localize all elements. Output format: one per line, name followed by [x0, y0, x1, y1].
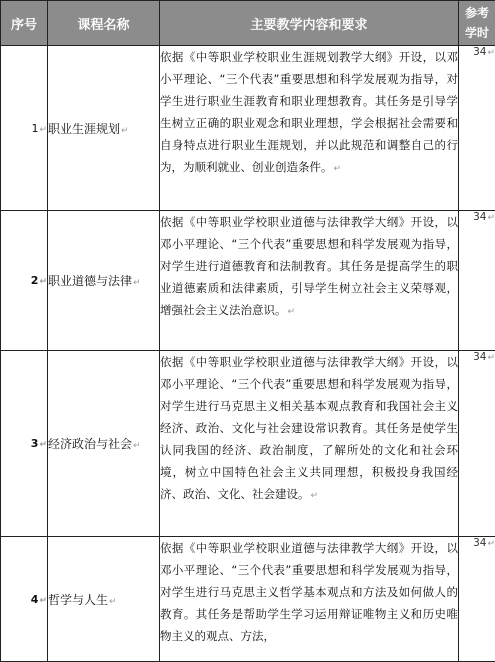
- paragraph-mark-icon: ↵: [39, 440, 47, 450]
- table-row: [1, 351, 495, 537]
- paragraph-mark-icon: ↵: [109, 597, 117, 607]
- content-cell: [160, 351, 459, 537]
- header-content: 主要教学内容和要求: [160, 1, 459, 46]
- hours-value: 34: [473, 537, 486, 549]
- header-hours: [459, 1, 495, 46]
- course-name: 哲学与人生: [48, 593, 108, 607]
- seq-number: 1: [31, 122, 38, 135]
- header-hours-line2: 学时: [459, 23, 495, 43]
- hours-cell: [459, 351, 495, 537]
- paragraph-mark-icon: ↵: [487, 213, 495, 223]
- seq-cell: [1, 46, 48, 211]
- paragraph-mark-icon: ↵: [39, 596, 47, 606]
- course-name-cell: [48, 211, 160, 351]
- header-hours-line1: 参考: [459, 3, 495, 23]
- paragraph-mark-icon: ↵: [487, 353, 495, 363]
- hours-value: 34: [473, 46, 486, 58]
- paragraph-mark-icon: ↵: [311, 491, 319, 501]
- course-name-cell: [48, 46, 160, 211]
- hours-cell: [459, 46, 495, 211]
- paragraph-mark-icon: ↵: [288, 307, 296, 317]
- paragraph-mark-icon: ↵: [487, 539, 495, 549]
- paragraph-mark-icon: ↵: [334, 164, 342, 174]
- hours-value: 34: [473, 211, 486, 223]
- seq-number: 4: [31, 593, 39, 606]
- content-cell: [160, 211, 459, 351]
- course-name-cell: [48, 537, 160, 662]
- seq-number: 3: [31, 437, 39, 450]
- course-name: 经济政治与社会: [48, 437, 132, 451]
- paragraph-mark-icon: ↵: [487, 48, 495, 58]
- table-row: [1, 537, 495, 662]
- course-name: 职业生涯规划: [48, 122, 120, 136]
- paragraph-mark-icon: ↵: [121, 126, 129, 136]
- seq-cell: [1, 351, 48, 537]
- course-description: 依据《中等职业学校职业道德与法律教学大纲》开设，以邓小平理论、“三个代表”重要思想和科学发展观为指导，对学生进行马克思主义哲学基本观点和方法及如何做人的教育。其任务是帮助学生学习运用辩证唯物主义和历史唯物主义的观点、方法，: [160, 541, 458, 643]
- seq-cell: [1, 537, 48, 662]
- content-cell: [160, 46, 459, 211]
- course-name: 职业道德与法律: [48, 274, 132, 288]
- course-description: 依据《中等职业学校职业道德与法律教学大纲》开设，以邓小平理论、“三个代表”重要思想和科学发展观为指导，对学生进行道德教育和法制教育。其任务是提高学生的职业道德素质和法律素质，引导学生树立社会主义荣辱观，增强社会主义法治意识。: [160, 215, 458, 317]
- header-course-name: 课程名称: [48, 1, 160, 46]
- table-row: [1, 211, 495, 351]
- hours-value: 34: [473, 351, 486, 363]
- paragraph-mark-icon: ↵: [133, 441, 141, 451]
- content-cell: [160, 537, 459, 662]
- table-row: [1, 46, 495, 211]
- header-seq: 序号: [1, 1, 48, 46]
- seq-number: 2: [31, 274, 39, 287]
- course-name-cell: [48, 351, 160, 537]
- hours-cell: [459, 537, 495, 662]
- paragraph-mark-icon: ↵: [39, 277, 47, 287]
- paragraph-mark-icon: ↵: [39, 125, 47, 135]
- header-row: [1, 1, 495, 46]
- course-description: 依据《中等职业学校职业生涯规划教学大纲》开设，以邓小平理论、“三个代表”重要思想和科学发展观为指导，对学生进行职业生涯教育和职业理想教育。其任务是引导学生树立正确的职业观念和职业理想，学会根据社会需要和自身特点进行职业生涯规划，并以此规范和调整自己的行为，为顺利就业、创业创造条件。: [160, 50, 458, 174]
- seq-cell: [1, 211, 48, 351]
- paragraph-mark-icon: ↵: [133, 278, 141, 288]
- course-description: 依据《中等职业学校职业道德与法律教学大纲》开设，以邓小平理论、“三个代表”重要思想和科学发展观为指导，对学生进行马克思主义相关基本观点教育和我国社会主义经济、政治、文化与社会建设常识教育。其任务是使学生认同我国的经济、政治制度，了解所处的文化和社会环境，树立中国特色社会主义共同理想，积极投身我国经济、政治、文化、社会建设。: [160, 355, 458, 501]
- hours-cell: [459, 211, 495, 351]
